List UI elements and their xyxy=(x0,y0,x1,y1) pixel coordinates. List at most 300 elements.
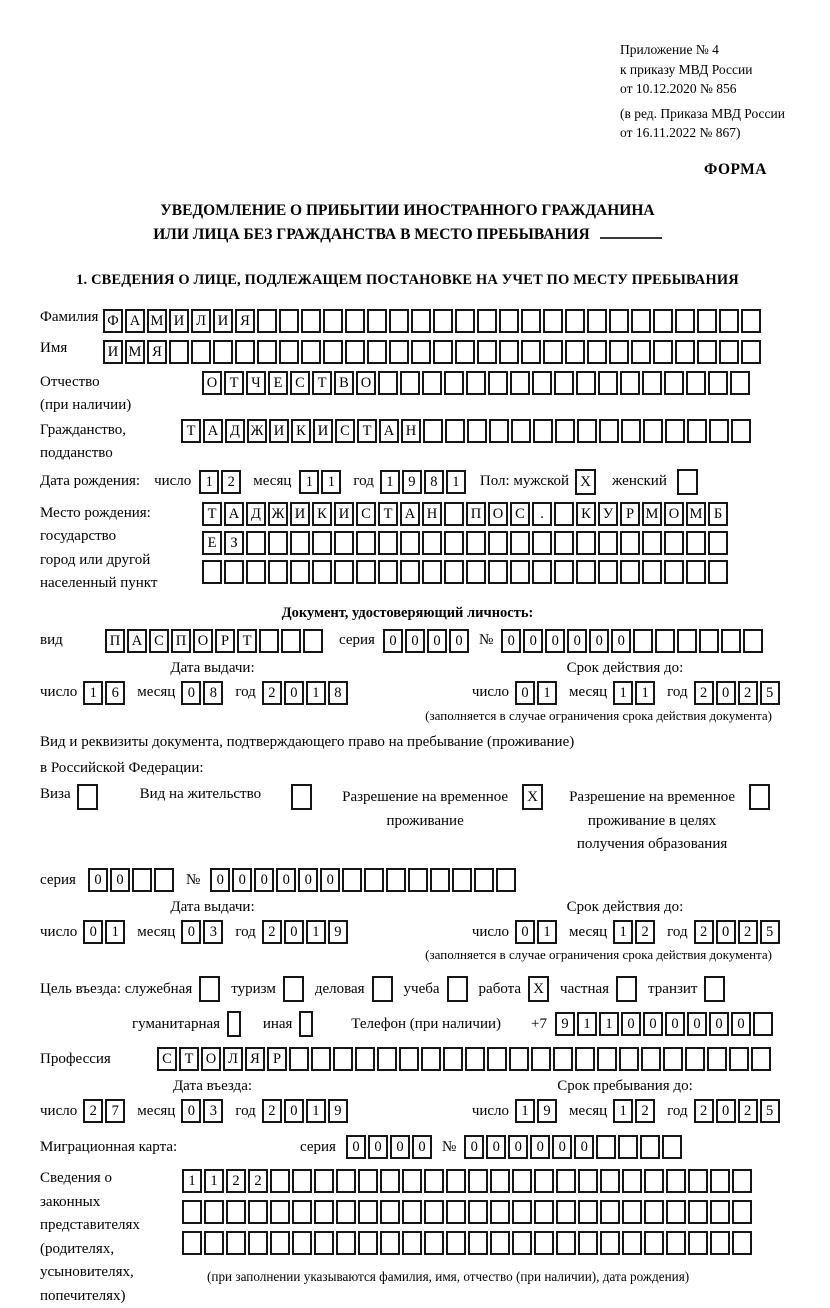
char-cell[interactable] xyxy=(710,1200,730,1224)
char-cell[interactable]: 0 xyxy=(83,920,103,944)
char-cell[interactable] xyxy=(688,1231,708,1255)
char-cell[interactable]: 0 xyxy=(574,1135,594,1159)
char-cell[interactable]: 0 xyxy=(320,868,340,892)
char-cell[interactable] xyxy=(534,1169,554,1193)
temp-residence-education-checkbox[interactable] xyxy=(749,784,770,810)
char-cell[interactable]: 1 xyxy=(380,470,400,494)
char-cell[interactable] xyxy=(364,868,384,892)
char-cell[interactable] xyxy=(474,868,494,892)
char-cell[interactable]: Е xyxy=(202,531,222,555)
char-cell[interactable] xyxy=(708,371,728,395)
char-cell[interactable]: 0 xyxy=(368,1135,388,1159)
char-cell[interactable] xyxy=(732,1231,752,1255)
char-cell[interactable]: 0 xyxy=(464,1135,484,1159)
char-cell[interactable] xyxy=(499,309,519,333)
purpose-official-checkbox[interactable] xyxy=(199,976,220,1002)
char-cell[interactable] xyxy=(399,1047,419,1071)
char-cell[interactable]: М xyxy=(125,340,145,364)
char-cell[interactable] xyxy=(466,531,486,555)
char-cell[interactable] xyxy=(279,309,299,333)
char-cell[interactable]: . xyxy=(532,502,552,526)
char-cell[interactable]: 2 xyxy=(248,1169,268,1193)
char-cell[interactable] xyxy=(599,419,619,443)
char-cell[interactable] xyxy=(565,309,585,333)
char-cell[interactable]: Н xyxy=(422,502,442,526)
char-cell[interactable] xyxy=(477,309,497,333)
char-cell[interactable]: М xyxy=(147,309,167,333)
char-cell[interactable]: 0 xyxy=(88,868,108,892)
char-cell[interactable] xyxy=(509,1047,529,1071)
char-cell[interactable] xyxy=(666,1200,686,1224)
char-cell[interactable] xyxy=(443,1047,463,1071)
char-cell[interactable] xyxy=(455,340,475,364)
char-cell[interactable] xyxy=(554,531,574,555)
char-cell[interactable] xyxy=(490,1231,510,1255)
char-cell[interactable] xyxy=(377,1047,397,1071)
char-cell[interactable] xyxy=(653,309,673,333)
char-cell[interactable]: 0 xyxy=(284,920,304,944)
char-cell[interactable]: 0 xyxy=(346,1135,366,1159)
char-cell[interactable] xyxy=(512,1169,532,1193)
char-cell[interactable] xyxy=(664,371,684,395)
char-cell[interactable]: 0 xyxy=(731,1012,751,1036)
char-cell[interactable] xyxy=(422,371,442,395)
char-cell[interactable] xyxy=(411,340,431,364)
char-cell[interactable]: 8 xyxy=(203,681,223,705)
char-cell[interactable]: 2 xyxy=(635,1099,655,1123)
char-cell[interactable] xyxy=(598,560,618,584)
char-cell[interactable]: 1 xyxy=(577,1012,597,1036)
char-cell[interactable] xyxy=(555,419,575,443)
char-cell[interactable]: Н xyxy=(401,419,421,443)
char-cell[interactable] xyxy=(314,1169,334,1193)
char-cell[interactable]: 2 xyxy=(694,920,714,944)
char-cell[interactable] xyxy=(444,371,464,395)
char-cell[interactable] xyxy=(731,419,751,443)
char-cell[interactable] xyxy=(424,1231,444,1255)
purpose-study-checkbox[interactable] xyxy=(447,976,468,1002)
char-cell[interactable] xyxy=(708,531,728,555)
char-cell[interactable] xyxy=(655,629,675,653)
char-cell[interactable] xyxy=(466,560,486,584)
char-cell[interactable] xyxy=(620,531,640,555)
char-cell[interactable] xyxy=(292,1200,312,1224)
char-cell[interactable] xyxy=(600,1231,620,1255)
char-cell[interactable]: 0 xyxy=(276,868,296,892)
char-cell[interactable]: 0 xyxy=(567,629,587,653)
char-cell[interactable]: 0 xyxy=(181,1099,201,1123)
char-cell[interactable]: С xyxy=(356,502,376,526)
char-cell[interactable] xyxy=(710,1231,730,1255)
char-cell[interactable] xyxy=(708,560,728,584)
char-cell[interactable]: И xyxy=(290,502,310,526)
char-cell[interactable] xyxy=(732,1200,752,1224)
char-cell[interactable] xyxy=(578,1231,598,1255)
char-cell[interactable] xyxy=(511,419,531,443)
char-cell[interactable] xyxy=(710,1169,730,1193)
char-cell[interactable] xyxy=(644,1231,664,1255)
char-cell[interactable] xyxy=(465,1047,485,1071)
char-cell[interactable] xyxy=(666,1169,686,1193)
char-cell[interactable] xyxy=(452,868,472,892)
char-cell[interactable]: 0 xyxy=(412,1135,432,1159)
char-cell[interactable]: К xyxy=(576,502,596,526)
char-cell[interactable]: Д xyxy=(225,419,245,443)
char-cell[interactable] xyxy=(730,371,750,395)
char-cell[interactable]: 1 xyxy=(83,681,103,705)
char-cell[interactable] xyxy=(743,629,763,653)
char-cell[interactable] xyxy=(455,309,475,333)
char-cell[interactable] xyxy=(641,1047,661,1071)
char-cell[interactable]: О xyxy=(202,371,222,395)
char-cell[interactable]: М xyxy=(642,502,662,526)
char-cell[interactable] xyxy=(421,1047,441,1071)
char-cell[interactable]: 1 xyxy=(613,1099,633,1123)
char-cell[interactable] xyxy=(488,371,508,395)
char-cell[interactable] xyxy=(741,309,761,333)
char-cell[interactable] xyxy=(675,309,695,333)
char-cell[interactable] xyxy=(356,531,376,555)
char-cell[interactable] xyxy=(336,1169,356,1193)
char-cell[interactable]: 0 xyxy=(298,868,318,892)
char-cell[interactable]: С xyxy=(290,371,310,395)
char-cell[interactable]: А xyxy=(400,502,420,526)
char-cell[interactable]: 0 xyxy=(110,868,130,892)
char-cell[interactable]: 1 xyxy=(635,681,655,705)
char-cell[interactable] xyxy=(355,1047,375,1071)
char-cell[interactable] xyxy=(578,1200,598,1224)
purpose-other-checkbox[interactable] xyxy=(299,1011,313,1037)
char-cell[interactable] xyxy=(202,560,222,584)
char-cell[interactable] xyxy=(336,1200,356,1224)
char-cell[interactable]: 1 xyxy=(306,1099,326,1123)
char-cell[interactable] xyxy=(729,1047,749,1071)
char-cell[interactable]: С xyxy=(335,419,355,443)
char-cell[interactable]: 9 xyxy=(328,1099,348,1123)
char-cell[interactable]: 0 xyxy=(523,629,543,653)
char-cell[interactable] xyxy=(191,340,211,364)
char-cell[interactable]: 0 xyxy=(486,1135,506,1159)
char-cell[interactable]: И xyxy=(334,502,354,526)
char-cell[interactable] xyxy=(389,340,409,364)
char-cell[interactable] xyxy=(314,1200,334,1224)
char-cell[interactable] xyxy=(644,1169,664,1193)
char-cell[interactable] xyxy=(597,1047,617,1071)
char-cell[interactable]: Ж xyxy=(247,419,267,443)
char-cell[interactable] xyxy=(342,868,362,892)
char-cell[interactable]: Ф xyxy=(103,309,123,333)
char-cell[interactable] xyxy=(640,1135,660,1159)
visa-checkbox[interactable] xyxy=(77,784,98,810)
char-cell[interactable] xyxy=(741,340,761,364)
char-cell[interactable] xyxy=(620,371,640,395)
char-cell[interactable]: 0 xyxy=(611,629,631,653)
char-cell[interactable]: 2 xyxy=(738,1099,758,1123)
char-cell[interactable]: Т xyxy=(357,419,377,443)
char-cell[interactable] xyxy=(257,340,277,364)
char-cell[interactable] xyxy=(600,1200,620,1224)
char-cell[interactable]: 1 xyxy=(299,470,319,494)
char-cell[interactable]: Т xyxy=(179,1047,199,1071)
char-cell[interactable] xyxy=(182,1231,202,1255)
char-cell[interactable] xyxy=(576,371,596,395)
char-cell[interactable] xyxy=(358,1169,378,1193)
char-cell[interactable] xyxy=(270,1169,290,1193)
char-cell[interactable] xyxy=(489,419,509,443)
char-cell[interactable]: И xyxy=(269,419,289,443)
char-cell[interactable]: Т xyxy=(312,371,332,395)
char-cell[interactable] xyxy=(688,1200,708,1224)
char-cell[interactable]: М xyxy=(686,502,706,526)
char-cell[interactable] xyxy=(664,531,684,555)
char-cell[interactable] xyxy=(301,340,321,364)
char-cell[interactable]: И xyxy=(213,309,233,333)
char-cell[interactable] xyxy=(587,340,607,364)
char-cell[interactable]: 1 xyxy=(515,1099,535,1123)
char-cell[interactable] xyxy=(600,1169,620,1193)
char-cell[interactable] xyxy=(430,868,450,892)
char-cell[interactable] xyxy=(554,560,574,584)
char-cell[interactable]: О xyxy=(356,371,376,395)
char-cell[interactable] xyxy=(334,560,354,584)
char-cell[interactable] xyxy=(699,629,719,653)
char-cell[interactable]: Ч xyxy=(246,371,266,395)
char-cell[interactable]: 0 xyxy=(716,681,736,705)
char-cell[interactable] xyxy=(279,340,299,364)
char-cell[interactable]: 1 xyxy=(613,681,633,705)
char-cell[interactable]: Т xyxy=(181,419,201,443)
char-cell[interactable] xyxy=(686,560,706,584)
char-cell[interactable] xyxy=(721,629,741,653)
char-cell[interactable] xyxy=(378,560,398,584)
char-cell[interactable]: 1 xyxy=(599,1012,619,1036)
char-cell[interactable]: 2 xyxy=(738,920,758,944)
char-cell[interactable] xyxy=(578,1169,598,1193)
char-cell[interactable]: 1 xyxy=(446,470,466,494)
char-cell[interactable] xyxy=(446,1169,466,1193)
char-cell[interactable] xyxy=(554,502,574,526)
char-cell[interactable] xyxy=(468,1200,488,1224)
char-cell[interactable] xyxy=(259,629,279,653)
char-cell[interactable]: Л xyxy=(223,1047,243,1071)
purpose-tourism-checkbox[interactable] xyxy=(283,976,304,1002)
sex-female-checkbox[interactable] xyxy=(677,469,698,495)
char-cell[interactable] xyxy=(246,560,266,584)
char-cell[interactable] xyxy=(248,1231,268,1255)
char-cell[interactable] xyxy=(301,309,321,333)
char-cell[interactable]: 6 xyxy=(105,681,125,705)
char-cell[interactable]: 1 xyxy=(182,1169,202,1193)
char-cell[interactable]: 2 xyxy=(262,1099,282,1123)
char-cell[interactable] xyxy=(445,419,465,443)
char-cell[interactable]: 0 xyxy=(589,629,609,653)
char-cell[interactable]: 0 xyxy=(716,920,736,944)
char-cell[interactable] xyxy=(532,371,552,395)
char-cell[interactable] xyxy=(576,560,596,584)
char-cell[interactable] xyxy=(477,340,497,364)
char-cell[interactable] xyxy=(687,419,707,443)
char-cell[interactable] xyxy=(662,1135,682,1159)
char-cell[interactable]: К xyxy=(312,502,332,526)
char-cell[interactable] xyxy=(587,309,607,333)
char-cell[interactable] xyxy=(531,1047,551,1071)
char-cell[interactable] xyxy=(653,340,673,364)
char-cell[interactable]: 1 xyxy=(199,470,219,494)
char-cell[interactable]: 0 xyxy=(643,1012,663,1036)
char-cell[interactable] xyxy=(677,629,697,653)
char-cell[interactable]: 0 xyxy=(621,1012,641,1036)
char-cell[interactable]: Р xyxy=(620,502,640,526)
char-cell[interactable]: Б xyxy=(708,502,728,526)
char-cell[interactable] xyxy=(235,340,255,364)
char-cell[interactable] xyxy=(248,1200,268,1224)
char-cell[interactable] xyxy=(314,1231,334,1255)
char-cell[interactable] xyxy=(433,309,453,333)
char-cell[interactable]: А xyxy=(379,419,399,443)
char-cell[interactable]: 0 xyxy=(181,681,201,705)
char-cell[interactable] xyxy=(532,560,552,584)
char-cell[interactable] xyxy=(408,868,428,892)
char-cell[interactable]: 0 xyxy=(515,681,535,705)
char-cell[interactable]: 2 xyxy=(83,1099,103,1123)
char-cell[interactable]: 1 xyxy=(537,920,557,944)
char-cell[interactable]: О xyxy=(201,1047,221,1071)
char-cell[interactable] xyxy=(334,531,354,555)
char-cell[interactable] xyxy=(664,560,684,584)
char-cell[interactable] xyxy=(433,340,453,364)
char-cell[interactable]: 5 xyxy=(760,681,780,705)
char-cell[interactable]: 5 xyxy=(760,1099,780,1123)
char-cell[interactable] xyxy=(154,868,174,892)
char-cell[interactable] xyxy=(556,1231,576,1255)
char-cell[interactable] xyxy=(367,340,387,364)
char-cell[interactable] xyxy=(311,1047,331,1071)
char-cell[interactable] xyxy=(444,502,464,526)
purpose-humanitarian-checkbox[interactable] xyxy=(227,1011,241,1037)
char-cell[interactable] xyxy=(496,868,516,892)
char-cell[interactable] xyxy=(576,531,596,555)
char-cell[interactable] xyxy=(620,560,640,584)
char-cell[interactable] xyxy=(467,419,487,443)
char-cell[interactable]: П xyxy=(171,629,191,653)
char-cell[interactable] xyxy=(422,531,442,555)
sex-male-checkbox[interactable]: X xyxy=(575,469,596,495)
char-cell[interactable] xyxy=(323,309,343,333)
char-cell[interactable]: А xyxy=(125,309,145,333)
char-cell[interactable] xyxy=(575,1047,595,1071)
char-cell[interactable] xyxy=(182,1200,202,1224)
temp-residence-checkbox[interactable]: X xyxy=(522,784,543,810)
char-cell[interactable]: У xyxy=(598,502,618,526)
char-cell[interactable] xyxy=(490,1169,510,1193)
char-cell[interactable]: Т xyxy=(224,371,244,395)
char-cell[interactable] xyxy=(709,419,729,443)
char-cell[interactable] xyxy=(378,371,398,395)
char-cell[interactable] xyxy=(389,309,409,333)
char-cell[interactable] xyxy=(423,419,443,443)
char-cell[interactable] xyxy=(697,309,717,333)
char-cell[interactable] xyxy=(685,1047,705,1071)
char-cell[interactable] xyxy=(598,371,618,395)
char-cell[interactable] xyxy=(618,1135,638,1159)
char-cell[interactable] xyxy=(323,340,343,364)
char-cell[interactable] xyxy=(663,1047,683,1071)
char-cell[interactable]: 0 xyxy=(501,629,521,653)
char-cell[interactable] xyxy=(268,531,288,555)
char-cell[interactable]: 0 xyxy=(665,1012,685,1036)
char-cell[interactable]: 1 xyxy=(613,920,633,944)
char-cell[interactable]: 9 xyxy=(402,470,422,494)
char-cell[interactable] xyxy=(380,1200,400,1224)
char-cell[interactable] xyxy=(577,419,597,443)
char-cell[interactable]: 0 xyxy=(716,1099,736,1123)
char-cell[interactable] xyxy=(446,1200,466,1224)
char-cell[interactable] xyxy=(665,419,685,443)
char-cell[interactable] xyxy=(553,1047,573,1071)
char-cell[interactable] xyxy=(487,1047,507,1071)
char-cell[interactable] xyxy=(719,340,739,364)
char-cell[interactable]: 0 xyxy=(210,868,230,892)
char-cell[interactable]: 1 xyxy=(306,681,326,705)
char-cell[interactable]: 1 xyxy=(204,1169,224,1193)
char-cell[interactable]: Ж xyxy=(268,502,288,526)
char-cell[interactable]: 9 xyxy=(537,1099,557,1123)
char-cell[interactable] xyxy=(246,531,266,555)
char-cell[interactable] xyxy=(686,371,706,395)
char-cell[interactable] xyxy=(257,309,277,333)
char-cell[interactable] xyxy=(402,1169,422,1193)
char-cell[interactable] xyxy=(642,371,662,395)
char-cell[interactable]: 8 xyxy=(328,681,348,705)
char-cell[interactable] xyxy=(333,1047,353,1071)
char-cell[interactable] xyxy=(488,560,508,584)
char-cell[interactable]: 8 xyxy=(424,470,444,494)
char-cell[interactable]: 0 xyxy=(530,1135,550,1159)
char-cell[interactable] xyxy=(289,1047,309,1071)
char-cell[interactable] xyxy=(642,560,662,584)
char-cell[interactable] xyxy=(400,560,420,584)
char-cell[interactable] xyxy=(226,1200,246,1224)
char-cell[interactable]: 0 xyxy=(181,920,201,944)
char-cell[interactable]: О xyxy=(193,629,213,653)
char-cell[interactable] xyxy=(543,340,563,364)
char-cell[interactable]: Р xyxy=(215,629,235,653)
char-cell[interactable] xyxy=(400,531,420,555)
char-cell[interactable]: Е xyxy=(268,371,288,395)
char-cell[interactable] xyxy=(386,868,406,892)
char-cell[interactable]: 0 xyxy=(405,629,425,653)
char-cell[interactable] xyxy=(499,340,519,364)
char-cell[interactable] xyxy=(532,531,552,555)
char-cell[interactable]: И xyxy=(313,419,333,443)
char-cell[interactable]: Л xyxy=(191,309,211,333)
char-cell[interactable]: 2 xyxy=(694,1099,714,1123)
char-cell[interactable] xyxy=(631,340,651,364)
char-cell[interactable] xyxy=(446,1231,466,1255)
char-cell[interactable]: С xyxy=(149,629,169,653)
char-cell[interactable]: 2 xyxy=(738,681,758,705)
char-cell[interactable] xyxy=(598,531,618,555)
char-cell[interactable] xyxy=(621,419,641,443)
char-cell[interactable] xyxy=(345,340,365,364)
char-cell[interactable] xyxy=(336,1231,356,1255)
char-cell[interactable] xyxy=(213,340,233,364)
char-cell[interactable] xyxy=(609,340,629,364)
char-cell[interactable] xyxy=(411,309,431,333)
char-cell[interactable]: 0 xyxy=(383,629,403,653)
char-cell[interactable] xyxy=(132,868,152,892)
char-cell[interactable] xyxy=(533,419,553,443)
